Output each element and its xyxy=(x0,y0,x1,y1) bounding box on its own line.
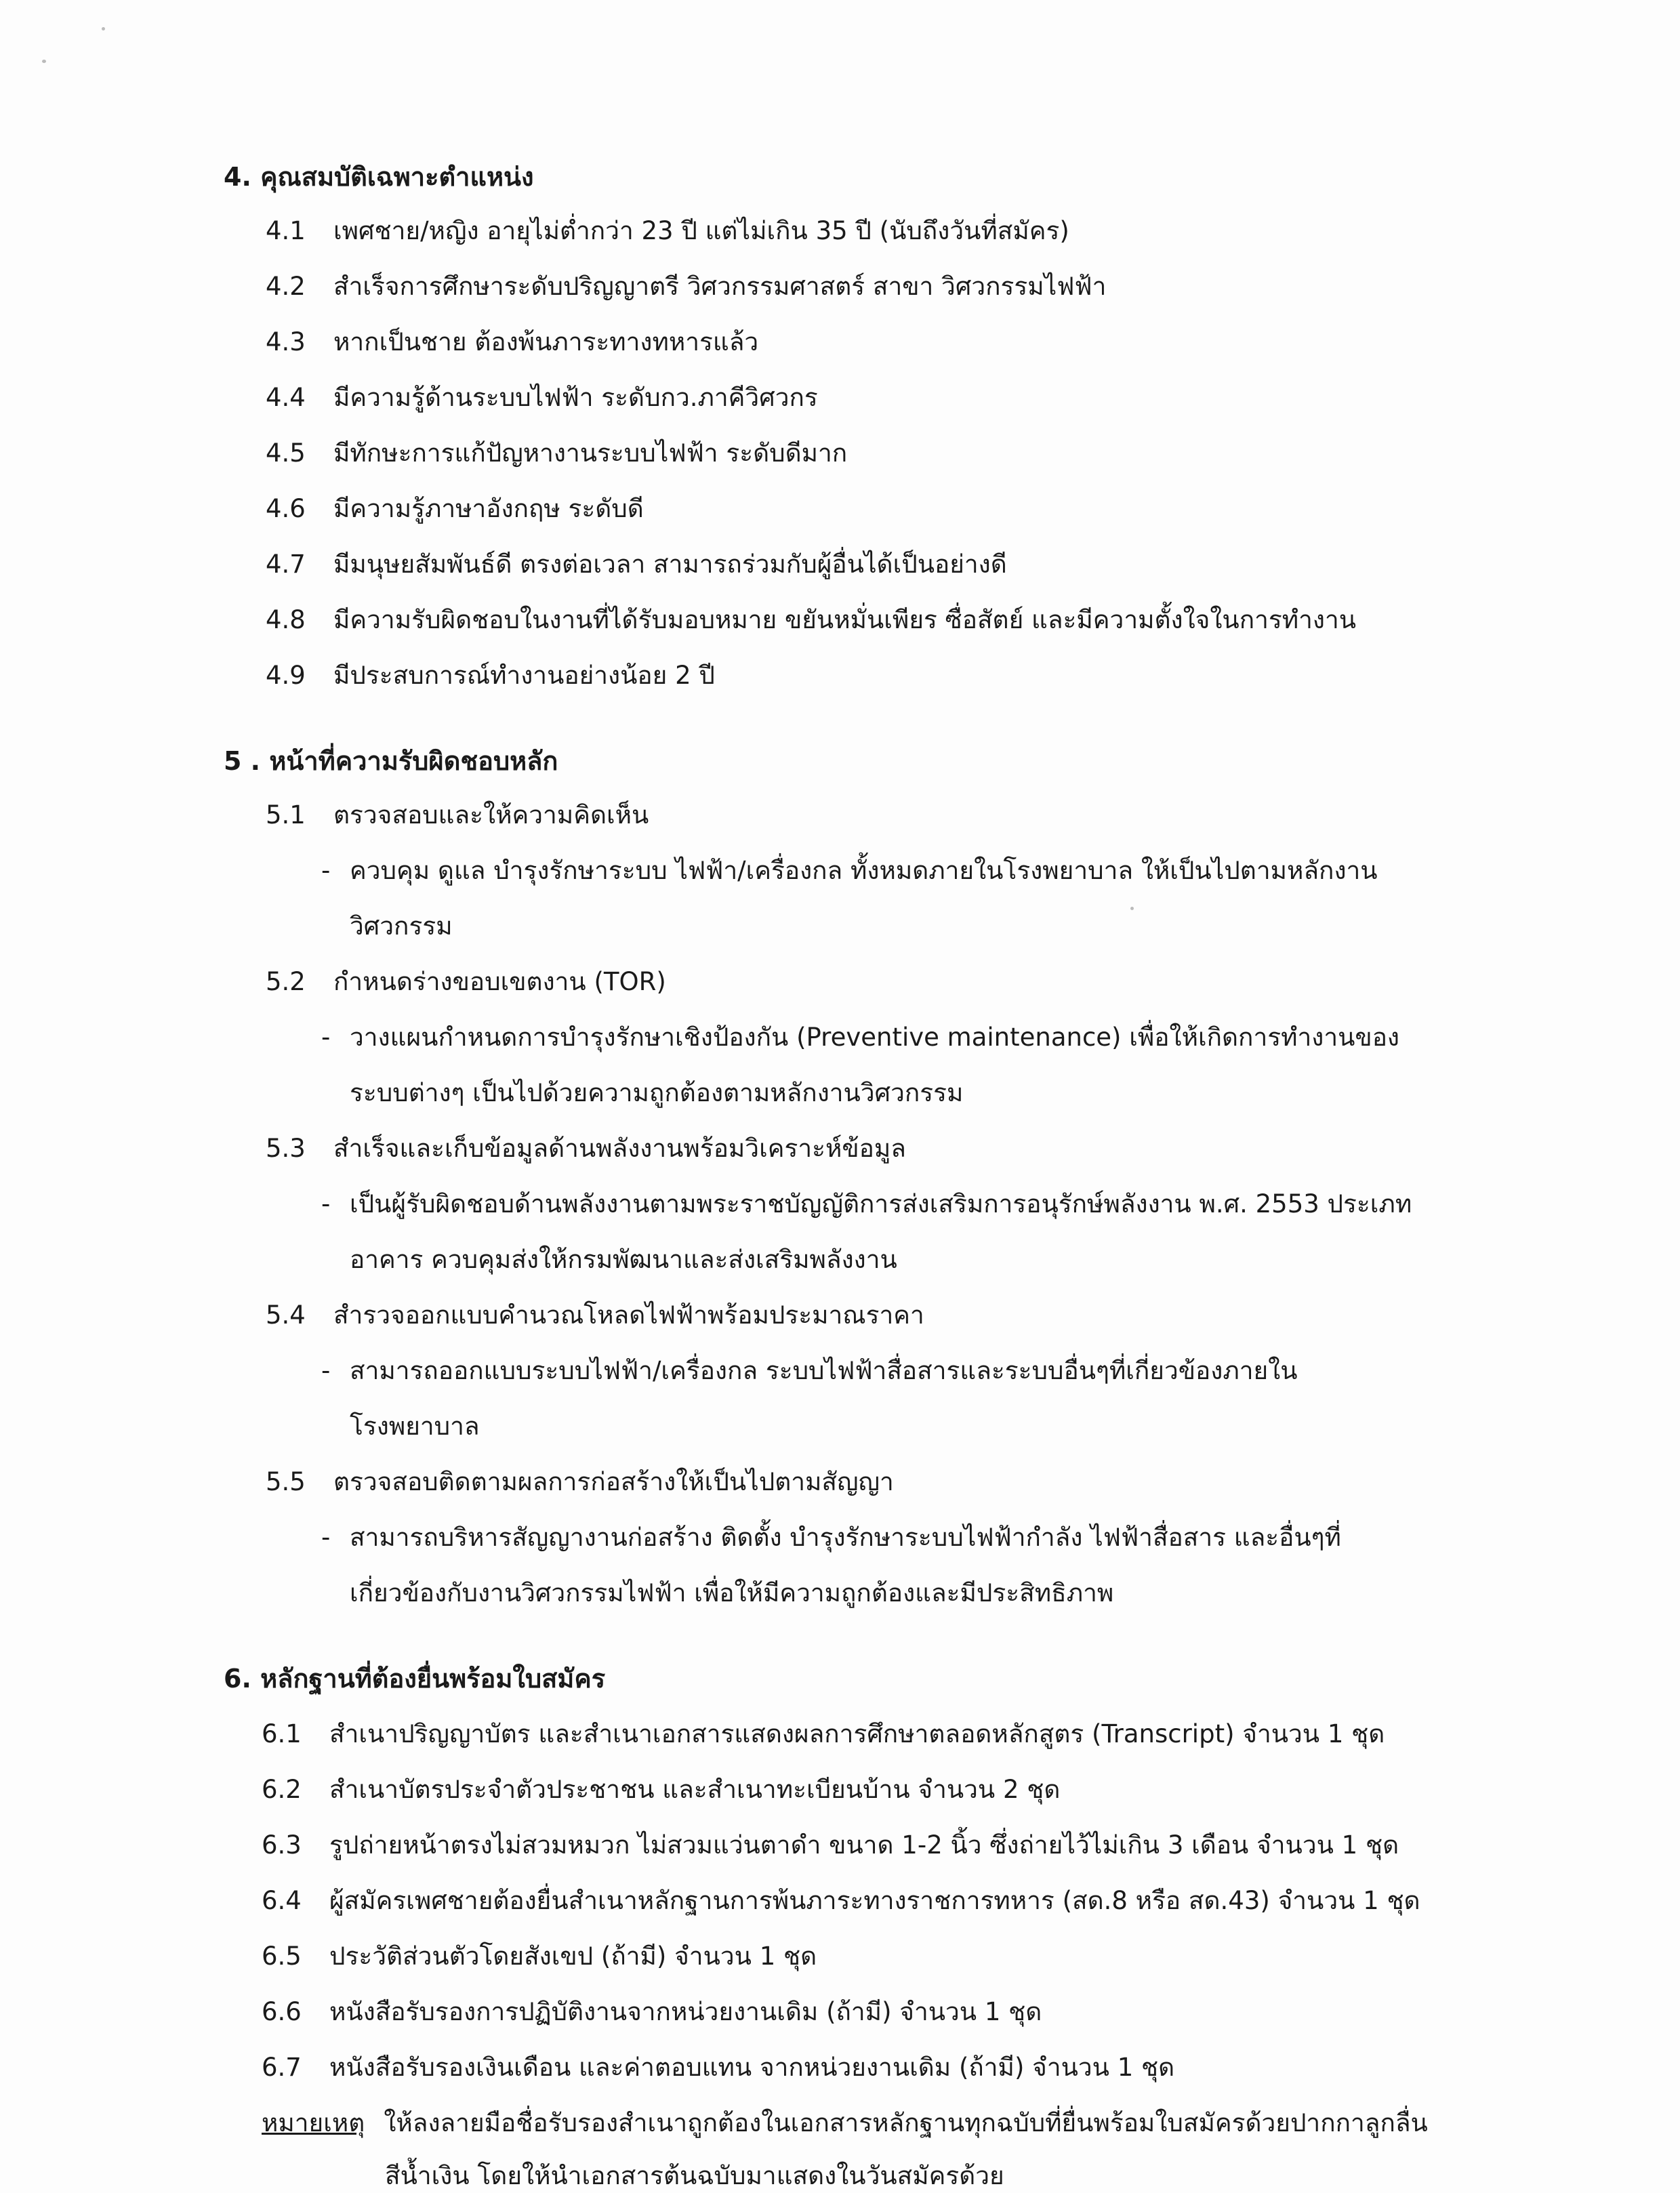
item-text: ตรวจสอบและให้ความคิดเห็น xyxy=(333,800,649,829)
item-number: 5.5 xyxy=(266,1467,306,1496)
list-item xyxy=(262,1773,1060,1807)
list-item xyxy=(266,214,1069,248)
item-text: ตรวจสอบติดตามผลการก่อสร้างให้เป็นไปตามสัญญา xyxy=(333,1467,894,1496)
list-item xyxy=(262,1828,1399,1862)
item-text: หากเป็นชาย ต้องพ้นภาระทางทหารแล้ว xyxy=(333,327,759,356)
item-text: ผู้สมัครเพศชายต้องยื่นสำเนาหลักฐานการพ้นภาระทางราชการทหาร (สด.8 หรือ สด.43) จำนวน 1 ชุด xyxy=(329,1886,1420,1915)
list-item xyxy=(266,1298,924,1332)
list-item xyxy=(262,1995,1042,2029)
scan-speck xyxy=(1130,907,1134,910)
bullet-dash: - xyxy=(321,856,331,885)
list-item xyxy=(262,1884,1420,1918)
item-number: 5.1 xyxy=(266,800,306,829)
note-line-continued: สีน้ำเงิน โดยให้นำเอกสารต้นฉบับมาแสดงในวันสมัครด้วย xyxy=(385,2161,1004,2190)
note-label: หมายเหตุ xyxy=(262,2108,365,2137)
bullet-dash: - xyxy=(321,1189,331,1218)
item-text: รูปถ่ายหน้าตรงไม่สวมหมวก ไม่สวมแว่นตาดำ ขนาด 1-2 นิ้ว ซึ่งถ่ายไว้ไม่เกิน 3 เดือน จำนวน 1 ชุด xyxy=(329,1830,1399,1860)
detail-text: สามารถบริหารสัญญางานก่อสร้าง ติดตั้ง บำรุงรักษาระบบไฟฟ้ากำลัง ไฟฟ้าสื่อสาร และอื่นๆที่ xyxy=(350,1523,1341,1552)
item-number: 6.2 xyxy=(262,1775,302,1804)
detail-line-continued: ระบบต่างๆ เป็นไปด้วยความถูกต้องตามหลักงานวิศวกรรม xyxy=(350,1078,964,1107)
item-text: สำรวจออกแบบคำนวณโหลดไฟฟ้าพร้อมประมาณราคา xyxy=(333,1300,924,1330)
list-item xyxy=(266,548,1007,581)
detail-line-continued: โรงพยาบาล xyxy=(350,1412,480,1441)
item-text: สำเนาบัตรประจำตัวประชาชน และสำเนาทะเบียนบ้าน จำนวน 2 ชุด xyxy=(329,1775,1061,1804)
list-item xyxy=(266,270,1106,304)
detail-line xyxy=(321,1354,1298,1388)
detail-text: สามารถออกแบบระบบไฟฟ้า/เครื่องกล ระบบไฟฟ้าสื่อสารและระบบอื่นๆที่เกี่ยวข้องภายใน xyxy=(350,1356,1298,1385)
list-item xyxy=(262,1940,817,1973)
list-item xyxy=(262,2051,1174,2085)
item-number: 4.6 xyxy=(266,494,306,523)
detail-text: วางแผนกำหนดการบำรุงรักษาเชิงป้องกัน (Preventive maintenance) เพื่อให้เกิดการทำงานของ xyxy=(350,1023,1399,1052)
item-text: กำหนดร่างขอบเขตงาน (TOR) xyxy=(333,967,666,996)
item-number: 5.2 xyxy=(266,967,306,996)
list-item xyxy=(266,436,847,470)
list-item xyxy=(266,1465,894,1499)
detail-line xyxy=(321,1021,1399,1054)
item-number: 6.5 xyxy=(262,1942,302,1971)
item-number: 4.1 xyxy=(266,216,306,245)
list-item xyxy=(266,659,715,693)
bullet-dash: - xyxy=(321,1523,331,1552)
item-text: มีประสบการณ์ทำงานอย่างน้อย 2 ปี xyxy=(333,661,715,690)
item-number: 6.4 xyxy=(262,1886,302,1915)
item-number: 6.3 xyxy=(262,1830,302,1860)
item-number: 6.1 xyxy=(262,1719,302,1748)
section-6-heading: 6. หลักฐานที่ต้องยื่นพร้อมใบสมัคร xyxy=(224,1664,606,1694)
list-item xyxy=(266,325,758,359)
detail-line xyxy=(321,1521,1341,1555)
list-item xyxy=(266,798,649,832)
detail-line-continued: อาคาร ควบคุมส่งให้กรมพัฒนาและส่งเสริมพลังงาน xyxy=(350,1245,897,1274)
item-number: 4.5 xyxy=(266,438,306,468)
item-text: เพศชาย/หญิง อายุไม่ต่ำกว่า 23 ปี แต่ไม่เกิน 35 ปี (นับถึงวันที่สมัคร) xyxy=(333,216,1069,245)
item-text: มีความรู้ภาษาอังกฤษ ระดับดี xyxy=(333,494,644,523)
item-text: มีความรู้ด้านระบบไฟฟ้า ระดับกว.ภาคีวิศวกร xyxy=(333,383,818,412)
detail-line xyxy=(321,854,1378,888)
list-item xyxy=(266,381,818,415)
item-number: 5.3 xyxy=(266,1134,306,1163)
note-text: ให้ลงลายมือชื่อรับรองสำเนาถูกต้องในเอกสารหลักฐานทุกฉบับที่ยื่นพร้อมใบสมัครด้วยปากกาลูกลื่น xyxy=(384,2108,1428,2137)
item-number: 6.6 xyxy=(262,1997,302,2026)
list-item xyxy=(266,1132,906,1166)
section-4-heading: 4. คุณสมบัติเฉพาะตำแหน่ง xyxy=(224,162,534,192)
detail-line xyxy=(321,1187,1412,1221)
item-number: 6.7 xyxy=(262,2053,302,2082)
item-number: 4.9 xyxy=(266,661,306,690)
bullet-dash: - xyxy=(321,1356,331,1385)
item-text: สำเนาปริญญาบัตร และสำเนาเอกสารแสดงผลการศึกษาตลอดหลักสูตร (Transcript) จำนวน 1 ชุด xyxy=(329,1719,1385,1748)
detail-line-continued: วิศวกรรม xyxy=(350,911,453,941)
scan-speck xyxy=(102,27,105,30)
item-text: หนังสือรับรองการปฏิบัติงานจากหน่วยงานเดิม (ถ้ามี) จำนวน 1 ชุด xyxy=(329,1997,1042,2026)
scan-speck xyxy=(42,60,46,63)
item-number: 4.8 xyxy=(266,605,306,634)
item-number: 5.4 xyxy=(266,1300,306,1330)
list-item xyxy=(266,965,666,999)
item-text: มีมนุษยสัมพันธ์ดี ตรงต่อเวลา สามารถร่วมกับผู้อื่นได้เป็นอย่างดี xyxy=(333,550,1007,579)
item-text: ประวัติส่วนตัวโดยสังเขป (ถ้ามี) จำนวน 1 ชุด xyxy=(329,1942,817,1971)
item-text: สำเร็จการศึกษาระดับปริญญาตรี วิศวกรรมศาสตร์ สาขา วิศวกรรมไฟฟ้า xyxy=(333,272,1107,301)
list-item xyxy=(266,603,1356,637)
list-item xyxy=(262,1717,1385,1751)
detail-line-continued: เกี่ยวข้องกับงานวิศวกรรมไฟฟ้า เพื่อให้มีความถูกต้องและมีประสิทธิภาพ xyxy=(350,1578,1114,1607)
item-text: หนังสือรับรองเงินเดือน และค่าตอบแทน จากหน่วยงานเดิม (ถ้ามี) จำนวน 1 ชุด xyxy=(329,2053,1175,2082)
item-number: 4.2 xyxy=(266,272,306,301)
item-text: สำเร็จและเก็บข้อมูลด้านพลังงานพร้อมวิเคราะห์ข้อมูล xyxy=(333,1134,906,1163)
item-number: 4.3 xyxy=(266,327,306,356)
detail-text: เป็นผู้รับผิดชอบด้านพลังงานตามพระราชบัญญัติการส่งเสริมการอนุรักษ์พลังงาน พ.ศ. 2553 ประเภท xyxy=(350,1189,1412,1218)
item-number: 4.7 xyxy=(266,550,306,579)
item-number: 4.4 xyxy=(266,383,306,412)
item-text: มีทักษะการแก้ปัญหางานระบบไฟฟ้า ระดับดีมาก xyxy=(333,438,848,468)
item-text: มีความรับผิดชอบในงานที่ได้รับมอบหมาย ขยันหมั่นเพียร ซื่อสัตย์ และมีความตั้งใจในการทำงาน xyxy=(333,605,1357,634)
note-line xyxy=(262,2106,1428,2140)
section-5-heading: 5 . หน้าที่ความรับผิดชอบหลัก xyxy=(224,746,558,776)
detail-text: ควบคุม ดูแล บำรุงรักษาระบบ ไฟฟ้า/เครื่องกล ทั้งหมดภายในโรงพยาบาล ให้เป็นไปตามหลักงาน xyxy=(350,856,1378,885)
list-item xyxy=(266,492,644,526)
bullet-dash: - xyxy=(321,1023,331,1052)
